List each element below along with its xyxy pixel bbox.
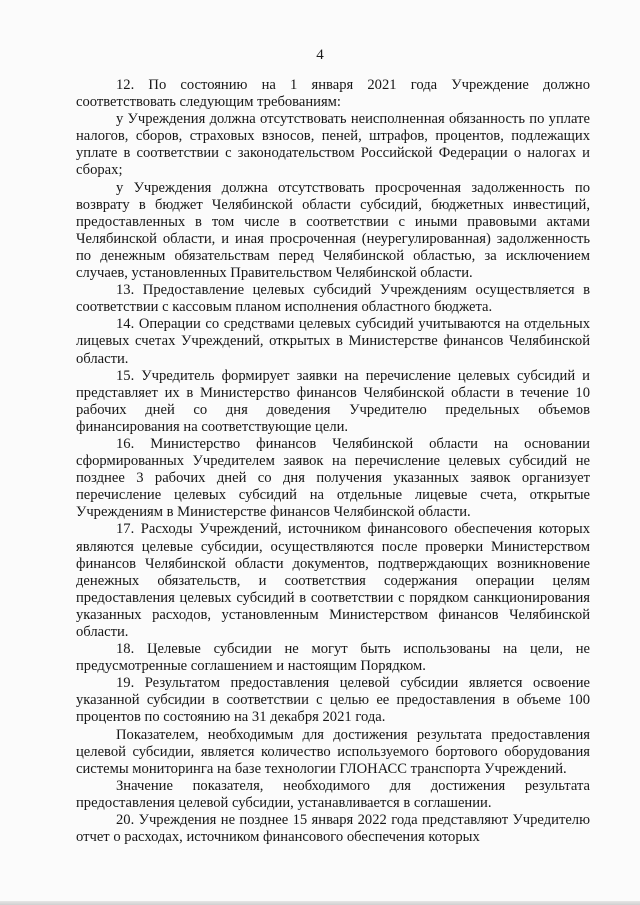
paragraph-13: 13. Предоставление целевых субсидий Учреждениям осуществляется в соответствии с кассовым планом исполнения областного бюджета. [76, 282, 590, 316]
paragraph-16: 16. Министерство финансов Челябинской области на основании сформированных Учредителем заявок на перечисление целевых субсидий не позднее 3 рабочих дней со дня получения указанных заявок организует перечисление целевых субсидий на отдельные лицевые счета, открытые Учреждениям в Министерстве финансов Челябинской области. [76, 435, 590, 521]
paragraph-12-requirement-taxes: у Учреждения должна отсутствовать неисполненная обязанность по уплате налогов, сборов, страховых взносов, пеней, штрафов, процентов, подлежащих уплате в соответствии с законодательством Российской Федерации о налогах и сборах; [76, 111, 590, 179]
paragraph-15: 15. Учредитель формирует заявки на перечисление целевых субсидий и представляет их в Министерство финансов Челябинской области в течение 10 рабочих дней со дня доведения Учредителю предельных объемов финансирования на соответствующие цели. [76, 367, 590, 435]
paragraph-18: 18. Целевые субсидии не могут быть использованы на цели, не предусмотренные соглашением и настоящим Порядком. [76, 641, 590, 675]
paragraph-14: 14. Операции со средствами целевых субсидий учитываются на отдельных лицевых счетах Учреждений, открытых в Министерстве финансов Челябинской области. [76, 316, 590, 367]
paragraph-19: 19. Результатом предоставления целевой субсидии является освоение указанной субсидии в соответствии с целью ее предоставления в объеме 100 процентов по состоянию на 31 декабря 2021 года. [76, 675, 590, 726]
page-number: 4 [316, 47, 324, 63]
paragraph-19-indicator-value: Значение показателя, необходимого для достижения результата предоставления целевой субсидии, устанавливается в соглашении. [76, 777, 590, 811]
paragraph-20: 20. Учреждения не позднее 15 января 2022 года представляют Учредителю отчет о расходах, источником финансового обеспечения которых [76, 812, 590, 846]
document-body [76, 77, 590, 846]
paragraph-17: 17. Расходы Учреждений, источником финансового обеспечения которых являются целевые субсидии, осуществляются после проверки Министерством финансов Челябинской области документов, подтверждающих возникновение денежных обязательств, и соответствия содержания операции целям предоставления целевых субсидий в соответствии с порядком санкционирования указанных расходов, установленным Министерством финансов Челябинской области. [76, 521, 590, 640]
paragraph-12-requirement-debts: у Учреждения должна отсутствовать просроченная задолженность по возврату в бюджет Челябинской области субсидий, бюджетных инвестиций, предоставленных в том числе в соответствии с иными правовыми актами Челябинской области, и иная просроченная (неурегулированная) задолженность по денежным обязательствам перед Челябинской областью, за исключением случаев, установленных Правительством Челябинской области. [76, 179, 590, 282]
paragraph-19-indicator: Показателем, необходимым для достижения результата предоставления целевой субсидии, является количество используемого бортового оборудования системы мониторинга на базе технологии ГЛОНАСС транспорта Учреждений. [76, 726, 590, 777]
paragraph-12: 12. По состоянию на 1 января 2021 года Учреждение должно соответствовать следующим требованиям: [76, 77, 590, 111]
scan-bottom-edge [0, 901, 640, 905]
